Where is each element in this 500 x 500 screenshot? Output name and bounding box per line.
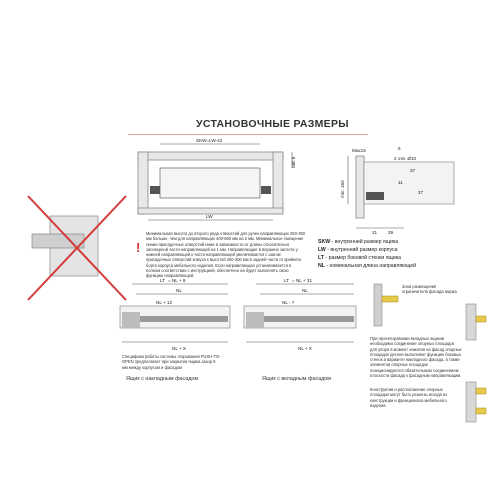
- runner-profile-diagram: [318, 138, 458, 238]
- stop-pad-detail: [462, 300, 490, 344]
- overlay-front-caption: Ящик с накладным фасадом: [126, 376, 199, 382]
- right-lt-label: LT: [284, 278, 290, 283]
- dim-37: 37: [410, 168, 416, 173]
- inset-front-caption: Ящик с вкладным фасадом: [262, 376, 331, 382]
- dim-min160: min. 160: [340, 180, 345, 198]
- dimension-legend: [318, 238, 488, 270]
- warning-icon: [135, 240, 143, 256]
- dim-6: 6: [398, 146, 401, 151]
- zone-label-line-2: ограничителя фасада ящика: [402, 289, 457, 295]
- inset-front-drawing: [240, 272, 360, 354]
- legend-nl: NL - номинальная длина направляющей: [318, 263, 417, 269]
- legend-lw: LW - внутренний размер корпуса: [318, 247, 398, 253]
- profile-housing: [356, 156, 364, 218]
- dim-skw-label: SKW=LW-42: [196, 138, 223, 143]
- legend-skw: SKW - внутренний размер ящика: [318, 239, 399, 245]
- dim-min-label: Min 8: [291, 156, 296, 168]
- dim-29: 29: [388, 230, 394, 235]
- front-stop-zone-detail: [372, 282, 400, 328]
- page-title: УСТАНОВОЧНЫЕ РАЗМЕРЫ: [196, 118, 349, 130]
- right-lt-formula: = NL + 31: [292, 278, 313, 283]
- cabinet-left-wall: [138, 152, 148, 214]
- overlay-front-drawing: [116, 272, 234, 354]
- mounting-note: Конструктив и расположение опорных площадок могут быть решены исходя из конструкции и функционала мебельного изделия.: [370, 387, 448, 408]
- zone-label: [402, 284, 482, 295]
- right-nl-label: NL: [302, 288, 308, 293]
- left-lt-label: LT: [160, 278, 166, 283]
- dim-11: 11: [398, 180, 403, 185]
- legend-lt: LT - размер боковой стенки ящика: [318, 255, 401, 261]
- runner-left: [150, 186, 160, 194]
- right-x-label: NL + X: [298, 346, 313, 351]
- profile-runner: [366, 192, 384, 200]
- dim-holes: 2 отв. Ø10: [394, 156, 417, 161]
- cabinet-section-diagram: [130, 138, 305, 228]
- left-x-label: NL + X: [172, 346, 187, 351]
- title-underline: [128, 134, 368, 135]
- warning-note: Минимальная высота до второго ряда отверстий для ручек направляющих 250-350 мм больше, чем для направляющих 400-550 мм на 2 мм. Минимальное смещение линии присадочных отверстий ниже в зависимости от длины относительно засеверной части направляющей на 1 мм. Направляющие в вершине засчета у нижней направляющей к части направляющей увеличивается с шагом присадочных отверстий кожуха к высотой 250-300 мм в задней части от крайнего борта корпуса мебельного изделия. Если направляющая устанавливается в полном соответствии с инструкцией, обеспечено на будет выполнять свою функцию направляющей.: [146, 231, 306, 279]
- dim-lw-label: LW: [206, 214, 213, 219]
- svg-text:!: !: [136, 240, 141, 255]
- left-nl-label: NL: [176, 288, 182, 293]
- pad-location-detail: [462, 378, 490, 426]
- dim-21: 21: [372, 230, 378, 235]
- runner-right: [261, 186, 271, 194]
- dim-27: 27: [418, 190, 424, 195]
- right-nl-formula: NL - 7: [282, 300, 295, 305]
- push-to-open-note: Специфика работы системы открывания PUSH-TO-OPEN предполагает при закрытии ящика зазор 9 мм между корпусом и фасадом: [122, 354, 221, 370]
- cabinet-right-wall: [273, 152, 283, 214]
- drawer-box: [160, 168, 260, 198]
- dim-max: Max15: [352, 148, 366, 153]
- cabinet-top-wall: [138, 152, 283, 160]
- left-lt-formula: = NL + 9: [168, 278, 186, 283]
- inset-front-note: При проектировании вкладных ящиков необходимо соединение опорных площадок для упора в момент нажатия на фасад опорных площадок детали выполняют функцию боковых стенок а варианте накладного фасада, а также элементов опорных площадок позиционируются обязательным соединением плоскости фасада к фасадным направляющим.: [370, 336, 462, 379]
- zone-label-line-1: Зона размещения: [402, 284, 437, 289]
- left-nl-formula: NL + 12: [156, 300, 173, 305]
